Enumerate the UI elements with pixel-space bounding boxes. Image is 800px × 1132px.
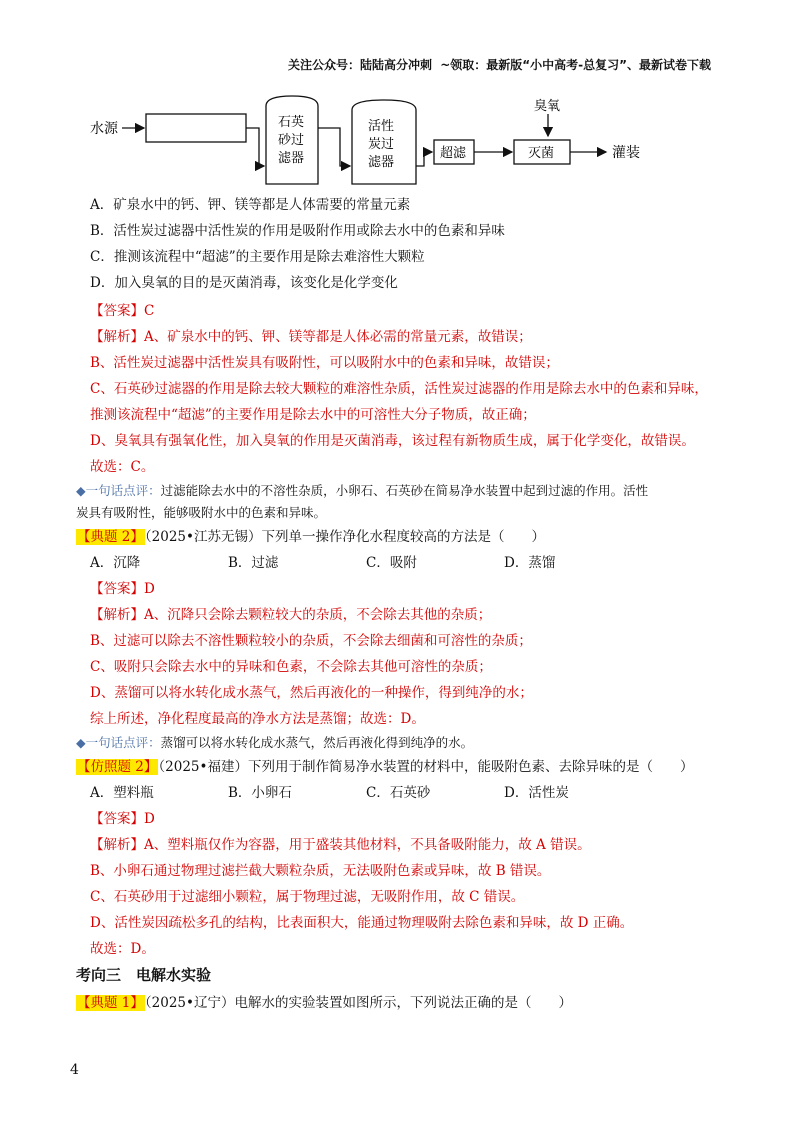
- q1-option-b: B．活性炭过滤器中活性炭的作用是吸附作用或除去水中的色素和异味: [90, 223, 505, 239]
- section-title: 考向三 电解水实验: [76, 966, 212, 984]
- q3-option-a: A．塑料瓶: [90, 785, 154, 801]
- carbon-line-3: 滤器: [368, 155, 395, 170]
- q3-explanation-2: B、小卵石通过物理过滤拦截大颗粒杂质，无法吸附色素或异味，故 B 错误。: [90, 863, 551, 879]
- q1-explanation-6: 故选：C。: [90, 459, 155, 475]
- q1-explanation-5: D、臭氧具有强氧化性，加入臭氧的作用是灭菌消毒，该过程有新物质生成，属于化学变化，故错误。: [90, 433, 695, 449]
- q3-answer: 【答案】D: [90, 811, 155, 827]
- comment-lead: ◆一句话点评：: [76, 735, 161, 750]
- q1-explanation-3: C、石英砂过滤器的作用是除去较大颗粒的难溶性杂质，活性炭过滤器的作用是除去水中的色素和异味，: [90, 381, 708, 397]
- arrow-3: [318, 128, 350, 166]
- q1-option-c: C．推测该流程中“超滤”的主要作用是除去难溶性大颗粒: [90, 249, 425, 265]
- first-box: [146, 114, 246, 142]
- q2-options: [90, 554, 642, 572]
- q3-explanation-5: 故选：D。: [90, 941, 155, 957]
- q2-comment: [76, 734, 473, 752]
- quartz-line-1: 石英: [278, 115, 305, 130]
- q2-explanation-3: C、吸附只会除去水中的异味和色素，不会除去其他可溶性的杂质；: [90, 659, 492, 675]
- q3-option-d: D．活性炭: [504, 785, 569, 801]
- sterilize-label: 灭菌: [528, 146, 555, 161]
- q1-comment-1: [76, 482, 648, 500]
- q2-answer: 【答案】D: [90, 581, 155, 597]
- q3-tag: 【仿照题 2】: [77, 759, 158, 775]
- q3-option-c: C．石英砂: [366, 785, 431, 801]
- quartz-line-2: 砂过: [278, 133, 305, 148]
- q2-stem-text: （2025•江苏无锡）下列单一操作净化水程度较高的方法是（ ）: [144, 529, 545, 545]
- q3-option-b: B．小卵石: [228, 785, 292, 801]
- header-right: ~领取：最新版“小中高考-总复习”、最新试卷下载: [440, 58, 712, 72]
- water-treatment-diagram: [84, 86, 684, 186]
- source-label: 水源: [90, 121, 118, 137]
- comment-text: 蒸馏可以将水转化成水蒸气，然后再液化得到纯净的水。: [160, 735, 474, 750]
- ozone-label: 臭氧: [534, 99, 561, 114]
- q3-explanation-3: C、石英砂用于过滤细小颗粒，属于物理过滤，无吸附作用，故 C 错误。: [90, 889, 525, 905]
- q1-explanation-1: 【解析】A、矿泉水中的钙、钾、镁等都是人体必需的常量元素，故错误；: [90, 329, 532, 345]
- q1-option-d: D．加入臭氧的目的是灭菌消毒，该变化是化学变化: [90, 275, 398, 291]
- flow-svg: [84, 86, 684, 186]
- q2-option-c: C．吸附: [366, 555, 417, 571]
- arrow-4: [416, 152, 432, 166]
- q2-explanation-1: 【解析】A、沉降只会除去颗粒较大的杂质，不会除去其他的杂质；: [90, 607, 492, 623]
- q1-answer: 【答案】C: [90, 303, 155, 319]
- q2-tag: 【典题 2】: [77, 529, 144, 545]
- comment-lead: ◆一句话点评：: [76, 483, 161, 498]
- arrow-2: [246, 128, 264, 166]
- q4-stem-text: （2025•辽宁）电解水的实验装置如图所示，下列说法正确的是（ ）: [144, 995, 572, 1011]
- ultrafilter-label: 超滤: [440, 146, 467, 161]
- q2-explanation-2: B、过滤可以除去不溶性颗粒较小的杂质，不会除去细菌和可溶性的杂质；: [90, 633, 532, 649]
- q2-option-a: A．沉降: [90, 555, 141, 571]
- quartz-line-3: 滤器: [278, 151, 305, 166]
- q2-explanation-5: 综上所述，净化程度最高的净水方法是蒸馏；故选：D。: [90, 711, 425, 727]
- carbon-line-2: 炭过: [368, 137, 395, 152]
- q1-explanation-2: B、活性炭过滤器中活性炭具有吸附性，可以吸附水中的色素和异味，故错误；: [90, 355, 559, 371]
- q2-option-d: D．蒸馏: [504, 555, 556, 571]
- bottling-label: 灌装: [612, 145, 640, 161]
- q1-comment-2: 炭具有吸附性，能够吸附水中的色素和异味。: [76, 505, 327, 520]
- q4-stem: [76, 994, 572, 1012]
- q2-option-b: B．过滤: [228, 555, 279, 571]
- q3-options: [90, 784, 642, 802]
- page-number: 4: [70, 1062, 79, 1078]
- q1-explanation-4: 推测该流程中“超滤”的主要作用是除去水中的可溶性大分子物质，故正确；: [90, 407, 536, 423]
- q3-stem: [76, 758, 693, 776]
- q3-explanation-4: D、活性炭因疏松多孔的结构，比表面积大，能通过物理吸附去除色素和异味，故 D 正确。: [90, 915, 634, 931]
- q4-tag: 【典题 1】: [77, 995, 144, 1011]
- q3-stem-text: （2025•福建）下列用于制作简易净水装置的材料中，能吸附色素、去除异味的是（ ）: [158, 759, 694, 775]
- q3-explanation-1: 【解析】A、塑料瓶仅作为容器，用于盛装其他材料，不具备吸附能力，故 A 错误。: [90, 837, 591, 853]
- q1-option-a: A．矿泉水中的钙、钾、镁等都是人体需要的常量元素: [90, 197, 411, 213]
- comment-text: 过滤能除去水中的不溶性杂质，小卵石、石英砂在简易净水装置中起到过滤的作用。活性: [160, 483, 649, 498]
- header-left: 关注公众号：陆陆高分冲刺: [288, 58, 433, 72]
- q2-explanation-4: D、蒸馏可以将水转化成水蒸气，然后再液化的一种操作，得到纯净的水；: [90, 685, 533, 701]
- page-header: [288, 56, 736, 73]
- q2-stem: [76, 528, 545, 546]
- carbon-line-1: 活性: [368, 119, 395, 134]
